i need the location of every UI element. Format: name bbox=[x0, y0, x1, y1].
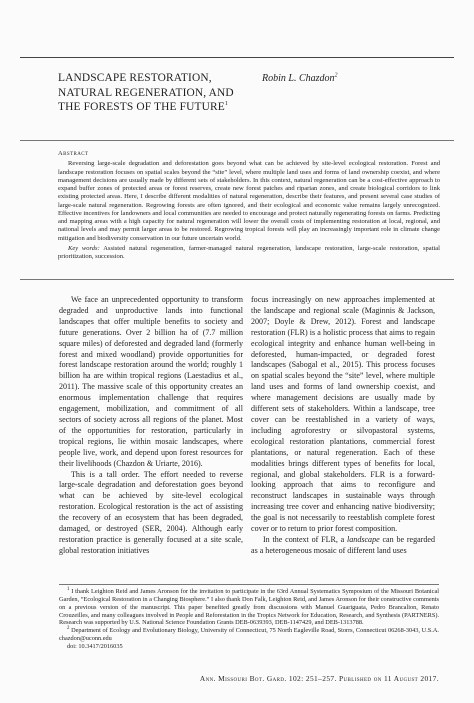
body-column-left bbox=[59, 295, 243, 557]
body-paragraph: This is a tall order. The effort needed to reverse large-scale degradation and deforestation goes beyond what can be achieved by site-level ecological restoration. Ecological restoration is the act of assisting the recovery of an ecosystem that has been degraded, damaged, or destroyed (SER, 2004). Although early restoration practice is generally focused at a site scale, global restoration initiatives bbox=[59, 469, 243, 555]
abstract-bottom-rule bbox=[20, 279, 454, 280]
footnotes-section bbox=[59, 588, 439, 651]
body-paragraph: focus increasingly on new approaches implemented at the landscape and regional scale (Maginnis & Jackson, 2007; Doyle & Drew, 2012). Forest and landscape restoration (FLR) is a holistic process that aims to regain ecological integrity and enhance human well-being in deforested, human-impacted, or degraded forest landscapes (Sabogal et al., 2015). This process focuses on spatial scales beyond the “site” level, where multiple land uses and forms of land ownership coexist, and where management decisions are usually made by different sets of stakeholders. Within a landscape, tree cover can be reestablished in a variety of ways, including agroforestry or silvopastoral systems, ecological restoration plantations, commercial forest plantations, or natural regeneration. Each of these modalities brings different types of benefits for local, regional, and global stakeholders. FLR is a forward-looking approach that aims to reconfigure and reconstruct landscapes in sustainable ways through increasing tree cover and enhancing native biodiversity; the goal is not necessarily to reestablish complete forest cover or to return to prior forest composition. bbox=[251, 295, 435, 534]
body-column-right bbox=[251, 295, 435, 557]
body-text-span: can be regarded as a heterogeneous mosaic of different land uses bbox=[251, 534, 435, 555]
title-line-3 bbox=[58, 100, 258, 115]
abstract-text: Reversing large-scale degradation and deforestation goes beyond what can be achieved by site-level ecological restoration. Forest and landscape restoration focuses on spatial scales beyond the “site” level, where multiple land uses and forms of land ownership coexist, and where management decisions are usually made by different sets of stakeholders. In this context, natural regeneration can be a cost-effective approach to expand buffer zones of protected areas or forest reserves, create new forest patches and riparian zones, and create biological corridors to link existing protected areas. Here, I describe different modalities of natural regeneration, describe their features, and present several case studies of large-scale natural regeneration. Regrowing forests are often ignored, and their ecological and economic value remains largely unrecognized. Effective incentives for landowners and local communities are needed to encourage and protect naturally regenerating forests on farms. Predicting and mapping areas with a high capacity for natural regeneration will lower the overall costs of implementing restoration at local, regional, and national levels and may permit larger areas to be restored. Regrowing tropical forests will play an increasingly important role in climate change mitigation and biodiversity conservation in our future uncertain world. bbox=[58, 160, 440, 242]
title-footnote-mark: 1 bbox=[224, 101, 228, 108]
footnote-mark: 2 bbox=[67, 626, 70, 632]
footnote bbox=[59, 588, 439, 627]
body-text-span: In the context of FLR, a bbox=[263, 534, 348, 544]
footnote bbox=[59, 627, 439, 643]
doi: doi: 10.3417/2016035 bbox=[67, 642, 123, 650]
body-italic-term: landscape bbox=[347, 534, 380, 544]
keywords-paragraph bbox=[58, 245, 440, 262]
abstract-heading: Abstract bbox=[58, 150, 89, 157]
title-line-2: NATURAL REGENERATION, AND bbox=[58, 86, 234, 99]
footnote-text: Department of Ecology and Evolutionary Biology, University of Connecticut, 75 North Eagleville Road, Storrs, Connecticut 06268-3043, U.S.A. chazdon@uconn.edu bbox=[59, 627, 439, 643]
author-footnote-mark: 2 bbox=[334, 72, 338, 79]
footnote-mark: 1 bbox=[67, 586, 70, 592]
author-name bbox=[262, 73, 338, 84]
title-line-3-text: THE FORESTS OF THE FUTURE bbox=[58, 101, 225, 114]
top-rule bbox=[20, 57, 454, 58]
body-paragraph: We face an unprecedented opportunity to transform degraded and unproductive lands into functional landscapes that offer multiple benefits to society and future generations. Over 2 billion ha of (7.7 million square miles) of deforested and degraded land (formerly forest and mixed woodland) provide opportunities for forest landscape restoration around the world; roughly 1 billion ha are within tropical regions (Laestadius et al., 2011). The massive scale of this opportunity creates an enormous implementation challenge that requires engagement, mobilization, and commitment of all sectors of society across all regions of the planet. Most of the opportunities for restoration, particularly in tropical regions, lie within mosaic landscapes, where people live, work, and depend upon forest resources for their livelihoods (Chazdon & Uriarte, 2016). bbox=[59, 295, 243, 468]
article-title bbox=[58, 71, 258, 115]
footnote-text: I thank Leighton Reid and James Aronson for the invitation to participate in the 63rd Annual Systematics Symposium of the Missouri Botanical Garden, “Ecological Restoration in a Changing Biosphere.” I also thank Don Falk, Leighton Reid, and James Aronson for their constructive comments on a previous version of the manuscript. This paper benefited greatly from discussions with Manuel Guariguata, Pedro Brancalion, Renato Crouzeilles, and many colleagues involved in People and Reforestation in the Tropics Network for Education, Research, and Synthesis (PARTNERS). Research was supported by U.S. National Science Foundation Grants DEB-0639393, DEB-1147429, and DEB-1313788. bbox=[59, 588, 439, 627]
footnote-rule bbox=[59, 584, 439, 585]
title-line-1: LANDSCAPE RESTORATION, bbox=[58, 72, 212, 84]
body-paragraph bbox=[251, 535, 435, 557]
keywords-label: Key words: bbox=[68, 244, 100, 252]
abstract-section bbox=[58, 150, 440, 261]
journal-citation: Ann. Missouri Bot. Gard. 102: 251–257. Published on 11 August 2017. bbox=[199, 674, 439, 683]
author-text: Robin L. Chazdon bbox=[262, 73, 335, 84]
keywords-text: Assisted natural regeneration, farmer-managed natural regeneration, landscape restoration, large-scale restoration, spatial prioritization, succession. bbox=[58, 244, 440, 260]
abstract-top-rule bbox=[20, 140, 454, 141]
